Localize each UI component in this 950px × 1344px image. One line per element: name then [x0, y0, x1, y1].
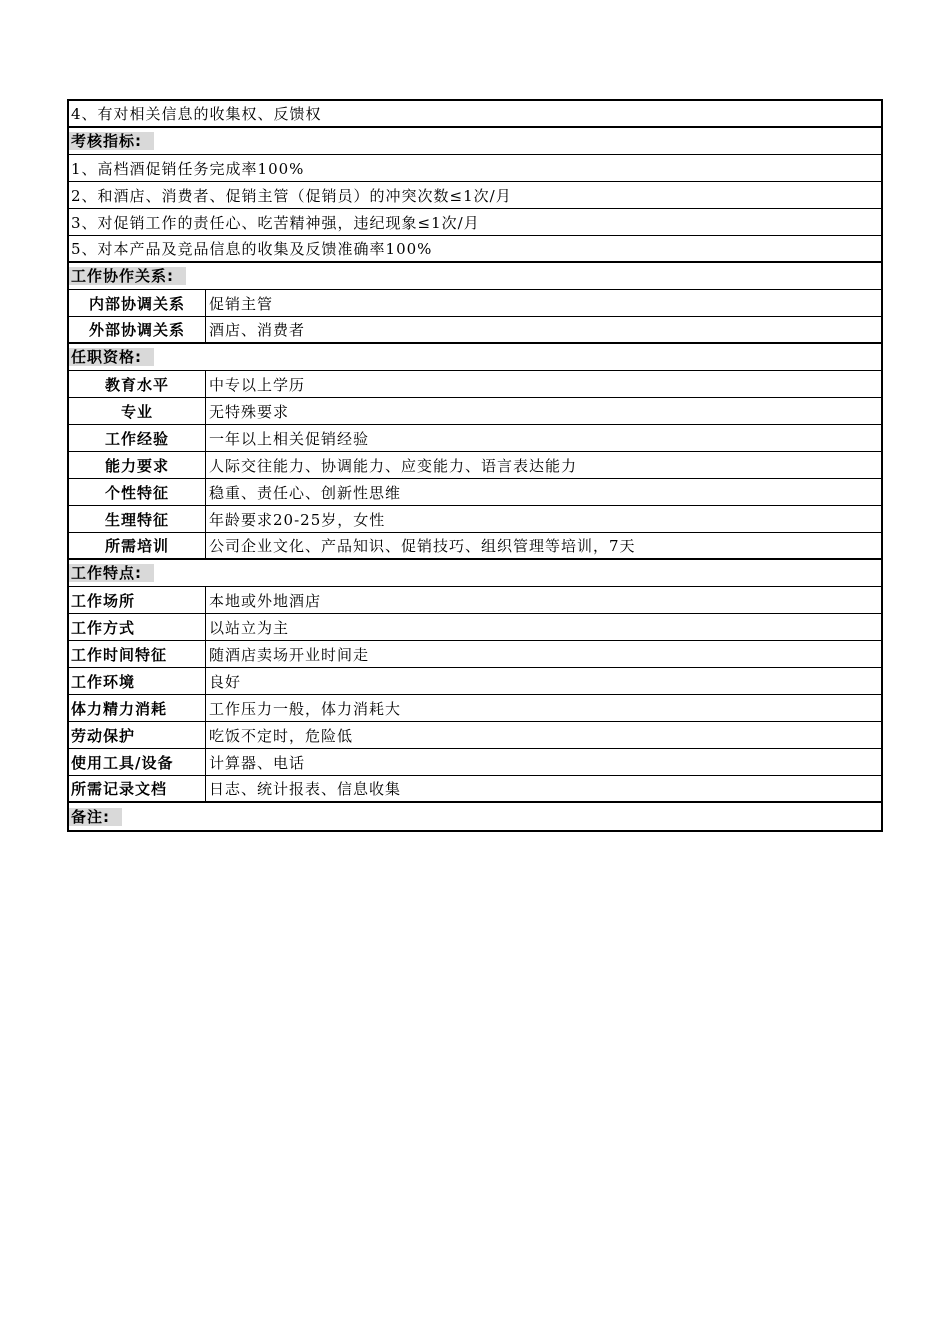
features-value: 随酒店卖场开业时间走: [209, 645, 370, 664]
features-value: 吃饭不定时，危险低: [209, 726, 354, 745]
qualification-row: [69, 371, 881, 398]
qualification-value: 年龄要求20-25岁，女性: [209, 510, 386, 529]
cooperation-label: 外部协调关系: [69, 317, 206, 342]
features-row: [69, 722, 881, 749]
rights-row: [69, 101, 881, 128]
kpi-row: [69, 182, 881, 209]
qualification-row: [69, 479, 881, 506]
qualification-label: 生理特征: [69, 506, 206, 532]
qualification-label: 个性特征: [69, 479, 206, 505]
qualification-value: 公司企业文化、产品知识、促销技巧、组织管理等培训，7天: [209, 537, 636, 555]
qualification-row: [69, 506, 881, 533]
qualification-label: 教育水平: [69, 371, 206, 397]
qualification-value: 人际交往能力、协调能力、应变能力、语言表达能力: [209, 456, 578, 475]
features-value: 工作压力一般，体力消耗大: [209, 699, 402, 718]
rights-text: 4、有对相关信息的收集权、反馈权: [71, 105, 322, 123]
features-value: 计算器、电话: [209, 753, 306, 772]
qualification-label: 专业: [69, 398, 206, 424]
qualification-value: 无特殊要求: [209, 402, 290, 421]
remarks-row: [69, 803, 881, 830]
features-row: [69, 776, 881, 803]
kpi-row: [69, 236, 881, 263]
qualification-section-header: [69, 344, 881, 371]
kpi-row: [69, 209, 881, 236]
qualification-label: 工作经验: [69, 425, 206, 451]
remarks-title: 备注:: [69, 808, 122, 826]
kpi-item: 5、对本产品及竞品信息的收集及反馈准确率100%: [71, 240, 433, 258]
cooperation-value: 促销主管: [209, 294, 274, 313]
kpi-section-header: [69, 128, 881, 155]
qualification-label: 所需培训: [69, 533, 206, 558]
features-title: 工作特点:: [69, 564, 154, 582]
qualification-row: [69, 452, 881, 479]
kpi-title: 考核指标:: [69, 132, 154, 150]
features-row: [69, 695, 881, 722]
qualification-value: 中专以上学历: [209, 375, 306, 394]
qualification-row: [69, 533, 881, 560]
cooperation-row: [69, 290, 881, 317]
features-label: 工作环境: [69, 668, 206, 694]
features-row: [69, 668, 881, 695]
kpi-row: [69, 155, 881, 182]
qualification-label: 能力要求: [69, 452, 206, 478]
features-value: 日志、统计报表、信息收集: [209, 780, 402, 798]
features-value: 本地或外地酒店: [209, 591, 322, 610]
qualification-title: 任职资格:: [69, 348, 154, 366]
features-row: [69, 587, 881, 614]
cooperation-row: [69, 317, 881, 344]
features-value: 良好: [209, 672, 242, 691]
qualification-row: [69, 398, 881, 425]
features-label: 使用工具/设备: [69, 749, 206, 775]
features-row: [69, 749, 881, 776]
features-label: 工作时间特征: [69, 641, 206, 667]
features-label: 工作方式: [69, 614, 206, 640]
qualification-value: 一年以上相关促销经验: [209, 429, 370, 448]
job-description-table: [67, 99, 883, 832]
qualification-row: [69, 425, 881, 452]
features-row: [69, 614, 881, 641]
features-label: 劳动保护: [69, 722, 206, 748]
cooperation-title: 工作协作关系:: [69, 267, 186, 285]
features-row: [69, 641, 881, 668]
features-section-header: [69, 560, 881, 587]
kpi-item: 3、对促销工作的责任心、吃苦精神强，违纪现象≤1次/月: [71, 213, 480, 232]
features-label: 工作场所: [69, 587, 206, 613]
cooperation-value: 酒店、消费者: [209, 321, 306, 339]
kpi-item: 1、高档酒促销任务完成率100%: [71, 159, 305, 178]
kpi-item: 2、和酒店、消费者、促销主管（促销员）的冲突次数≤1次/月: [71, 186, 512, 205]
cooperation-label: 内部协调关系: [69, 290, 206, 316]
features-label: 所需记录文档: [69, 776, 206, 801]
qualification-value: 稳重、责任心、创新性思维: [209, 483, 402, 502]
features-label: 体力精力消耗: [69, 695, 206, 721]
features-value: 以站立为主: [209, 618, 290, 637]
cooperation-section-header: [69, 263, 881, 290]
